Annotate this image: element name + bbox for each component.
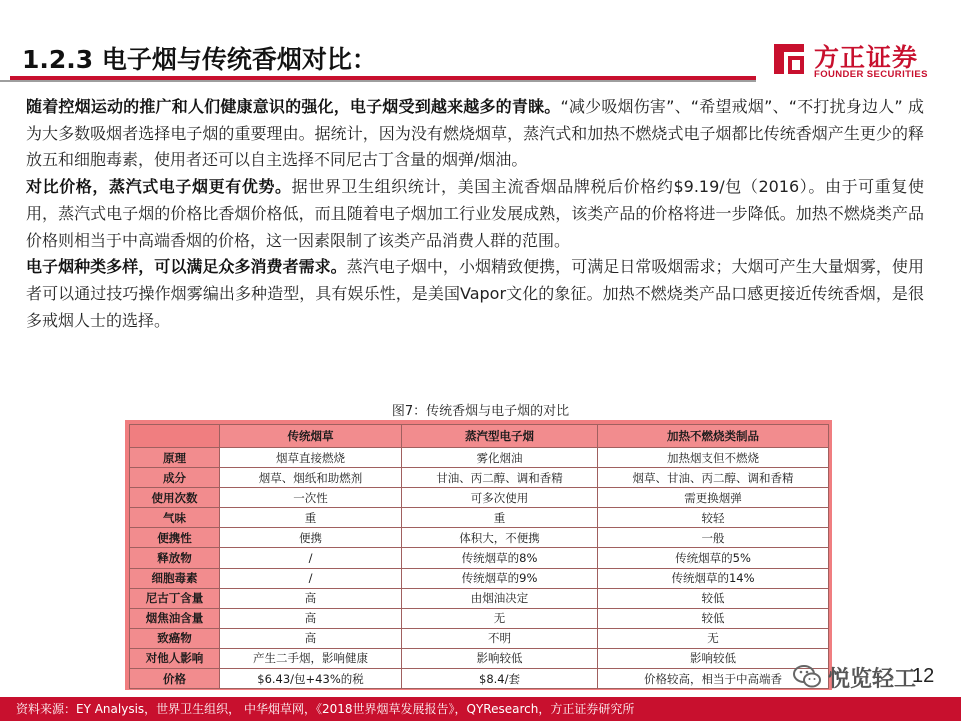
paragraph-2 [26,174,924,254]
table-cell: 不明 [402,628,598,648]
table-cell: 高 [220,628,402,648]
row-header: 价格 [130,669,220,689]
table-row [130,648,829,668]
table-row [130,488,829,508]
table-cell: 影响较低 [598,648,829,668]
table-row [130,468,829,488]
figure-caption: 图7：传统香烟与电子烟的对比 [391,404,570,419]
table-row [130,669,829,689]
row-header: 烟焦油含量 [130,608,220,628]
comparison-table [129,424,829,689]
table-cell: 无 [402,608,598,628]
row-header: 释放物 [130,548,220,568]
table-cell: 甘油、丙二醇、调和香精 [402,468,598,488]
table-cell: / [220,548,402,568]
table-row [130,568,829,588]
table-cell: 传统烟草的8% [402,548,598,568]
table-cell: 传统烟草的5% [598,548,829,568]
comparison-table-frame [125,420,832,690]
row-header: 原理 [130,448,220,468]
logo-chinese-name: 方正证券 [814,43,919,72]
table-cell: 高 [220,608,402,628]
table-cell: 较低 [598,588,829,608]
row-header: 气味 [130,508,220,528]
source-text: 资料来源：EY Analysis，世界卫生组织， 中华烟草网，《2018世界烟草发展报告》，QYResearch，方正证券研究所 [16,702,635,716]
paragraph-3-lead: 电子烟种类多样，可以满足众多消费者需求。 [26,257,347,277]
table-cell: 较轻 [598,508,829,528]
row-header: 细胞毒素 [130,568,220,588]
table-cell: 传统烟草的9% [402,568,598,588]
column-header: 传统烟草 [220,425,402,448]
table-row [130,448,829,468]
row-header: 便携性 [130,528,220,548]
row-header: 致癌物 [130,628,220,648]
table-cell: 价格较高，相当于中高端香 [598,669,829,689]
table-cell: 可多次使用 [402,488,598,508]
table-cell: 产生二手烟，影响健康 [220,648,402,668]
title-underline-shadow [0,80,756,82]
table-cell: 雾化烟油 [402,448,598,468]
paragraph-2-lead: 对比价格，蒸汽式电子烟更有优势。 [26,177,292,197]
page-title: 1.2.3 电子烟与传统香烟对比： [22,45,377,74]
table-cell: 高 [220,588,402,608]
column-header: 加热不燃烧类制品 [598,425,829,448]
table-cell: 烟草直接燃烧 [220,448,402,468]
table-cell: $6.43/包+43%的税 [220,669,402,689]
table-row [130,608,829,628]
table-cell: 需更换烟弹 [598,488,829,508]
table-cell: 影响较低 [402,648,598,668]
table-cell: 便携 [220,528,402,548]
table-cell: / [220,568,402,588]
page-number: 12 [912,665,935,687]
paragraph-3 [26,254,924,334]
row-header: 尼古丁含量 [130,588,220,608]
table-cell: 体积大，不便携 [402,528,598,548]
table-row [130,548,829,568]
logo-english-name: FOUNDER SECURITIES [814,69,928,80]
table-cell: 加热烟支但不燃烧 [598,448,829,468]
table-cell: 烟草、甘油、丙二醇、调和香精 [598,468,829,488]
paragraph-1 [26,94,924,174]
table-cell: 烟草、烟纸和助燃剂 [220,468,402,488]
column-header: 蒸汽型电子烟 [402,425,598,448]
table-cell: 较低 [598,608,829,628]
table-cell: $8.4/套 [402,669,598,689]
table-cell: 传统烟草的14% [598,568,829,588]
paragraph-1-text: “减少吸烟伤害”、“希望戒烟”、“不打扰身边人” 成为大多数吸烟者选择电子烟的重要理由。据统计，因为没有燃烧烟草，蒸汽式和加热不燃烧式电子烟都比传统香烟产生更少的释放五和细胞毒素，使用者还可以自主选择不同尼古丁含量的烟弹/烟油。 [26,97,924,170]
table-corner-cell [130,425,220,448]
table-header-row [130,425,829,448]
table-cell: 一次性 [220,488,402,508]
paragraph-1-lead: 随着控烟运动的推广和人们健康意识的强化，电子烟受到越来越多的青睐。 [26,97,561,116]
watermark-text: 悦览轻工 [828,667,917,692]
row-header: 使用次数 [130,488,220,508]
table-cell: 重 [402,508,598,528]
table-cell: 一般 [598,528,829,548]
table-cell: 由烟油决定 [402,588,598,608]
company-logo [770,38,940,82]
wechat-icon [792,664,822,690]
founder-logo-icon [770,40,808,78]
body-text [26,94,924,334]
table-cell: 无 [598,628,829,648]
table-cell: 重 [220,508,402,528]
row-header: 对他人影响 [130,648,220,668]
paragraph-3-text: 蒸汽电子烟中，小烟精致便携，可满足日常吸烟需求；大烟可产生大量烟雾，使用者可以通过技巧操作烟雾编出多种造型，具有娱乐性，是美国Vapor文化的象征。加热不燃烧类产品口感更接近传统香烟，是很多戒烟人士的选择。 [26,257,924,330]
table-row [130,508,829,528]
row-header: 成分 [130,468,220,488]
table-row [130,588,829,608]
source-bar [0,697,961,721]
table-row [130,528,829,548]
table-row [130,628,829,648]
paragraph-2-text: 据世界卫生组织统计，美国主流香烟品牌税后价格约$9.19/包（2016）。由于可重复使用，蒸汽式电子烟的价格比香烟价格低，而且随着电子烟加工行业发展成熟，该类产品的价格将进一步降低。加热不燃烧类产品价格则相当于中高端香烟的价格，这一因素限制了该类产品消费人群的范围。 [26,177,924,250]
